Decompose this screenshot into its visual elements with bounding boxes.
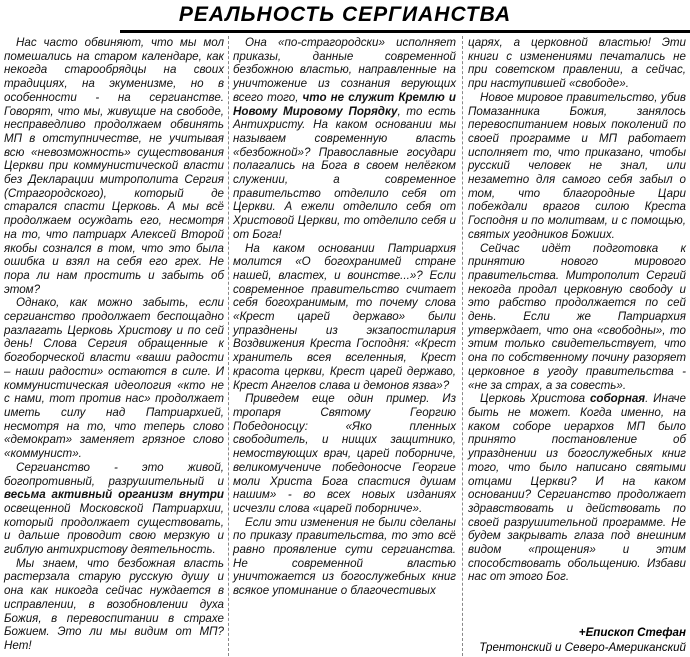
article-paragraph	[468, 36, 686, 91]
paragraph-text: Мы знаем, что безбожная власть растерзала старую русскую душу и она как никогда сейчас нуждается в исправлении, в возобновлении духа Божия, в перевоспитании в страхе Божием. Это ли мы видим от МП? Нет!	[4, 556, 224, 652]
article-paragraph	[468, 392, 686, 584]
paragraph-text: Однако, как можно забыть, если сергианство продолжает беспощадно разлагать Церковь Христову и по сей день! Слова Сергия обращенные к богоборческой власти «ваши радости – наши радости» остаются в силе. И коммунистическая идеология «кто не с нами, тот против нас» продолжает иметь силу над Патриархией, несмотря на то, что теперь слово «демократ» заменяет грязное слово «коммунист».	[4, 296, 224, 461]
column-divider	[462, 36, 463, 656]
paragraph-text: Сергианство - это живой, богопротивный, разрушительный и	[4, 460, 224, 488]
signature-name: +Епископ Стефан	[578, 626, 686, 639]
article-paragraph	[233, 242, 456, 393]
paragraph-text: , то есть Антихристу. На каком основании мы называем современную власть «безбожной»? Православные государи полагались на Бога в своем нелёгком служении, а современное правительство отделило себя от Церкви. А ежели отделило себя от Христовой Церкви, то отделило себя и от Бога!	[233, 104, 456, 241]
article-paragraph	[468, 91, 686, 242]
article-paragraph	[4, 296, 224, 460]
article-paragraph	[233, 392, 456, 515]
paragraph-text: . Иначе быть не может. Когда именно, на каком соборе иерархов МП было принято постановление об упразднении из богослужебных книг того, что было написано святыми отцами Церкви? И на каком основании? Сергианство продолжает здравствовать и действовать по своей разрушительной программе. Не будем закрывать глаза под внешним видом «прощения» и этим способствовать обольщению. Избави нас от этого Бог.	[468, 392, 686, 584]
emphasized-text: соборная	[589, 392, 646, 406]
emphasized-text: что не служит Кремлю и Новому Мировому Порядку	[233, 90, 456, 118]
paragraph-text: Сейчас идёт подготовка к принятию нового мирового правительства. Митрополит Сергий некогда продал церковную свободу и это рабство продолжается по сей день. Если же Патриархия утверждает, что она «свободны», то этим только свидетельствует, что она по собственному почину разоряет церковное в угоду правительства - «не за страх, а за совесть».	[468, 241, 686, 392]
article-paragraph	[233, 36, 456, 242]
article-title: РЕАЛЬНОСТЬ СЕРГИАНСТВА	[178, 3, 512, 26]
signature-title: Трентонский и Северо-Американский	[479, 641, 686, 654]
article-column-3	[468, 36, 686, 621]
article-paragraph	[233, 516, 456, 598]
article-column-2	[233, 36, 456, 621]
column-divider	[228, 36, 229, 656]
paragraph-text: царях, а церковной властью! Эти книги с изменениями печатались не при советском правлении, а сейчас, при наступившей «свободе».	[468, 36, 686, 91]
title-rule	[120, 30, 690, 33]
article-paragraph	[4, 461, 224, 557]
paragraph-text: Если эти изменения не были сделаны по приказу правительства, то это всё равно проявление сути сергианства. Не современной властью уничтожается из богослужебных книг всякое упоминание о благочестивых	[233, 515, 456, 598]
paragraph-text: Новое мировое правительство, убив Помазанника Божия, занялось перевоспитанием новых поколений по своей программе и МП работает исполняет то, что приказано, чтобы русский человек не знал, или незаметно для самого себя забыл о том, что благородные Цари побеждали врагов силою Креста Господня и по молитвам, и с помощью, святых угодников Божиих.	[468, 90, 686, 241]
paragraph-text: Приведем еще один пример. Из тропаря Святому Георгию Победоносцу: «Яко пленных свободитель, и нищих защитнико, немоствующих врач, царей поборниче, великомучениче победоносче Георгие моли Христа Бога спастися душам нашим» - во всех новых изданиях исчезли слова «царей поборниче».	[233, 392, 456, 515]
article-paragraph	[4, 557, 224, 653]
paragraph-text: освещенной Московской Патриархии, который продолжает существовать, и дальше проводит свою мерзкую и гиблую антихристову деятельность.	[4, 501, 224, 557]
emphasized-text: весьма активный организм внутри	[4, 488, 224, 502]
paragraph-text: Церковь Христова	[480, 392, 590, 406]
paragraph-text: Она «по-страгородски» исполняет приказы, данные современной безбожною властью, направленные на уничтожение из сознания верующих всего того,	[233, 36, 456, 104]
paragraph-text: Нас часто обвиняют, что мы мол помешались на старом календаре, как некогда старообрядцы на своих традициях, на экуменизме, но в особенности - на сергианстве. Говорят, что мы, живущие на свободе, несправедливо продолжаем обвинять МП в отступничестве, не учитывая всю «невозможность» существования Церкви при коммунистической власти без Декларации митрополита Сергия (Страгородского), который де старался спасти Церковь. А мы всё продолжаем осуждать его, несмотря на то, что патриарх Алексей Второй якобы сознался в том, что это была ошибка и взял на себя его грех. Не пора ли нам простить и забыть об этом?	[4, 36, 224, 296]
paragraph-text: На каком основании Патриархия молится «О богохранимей стране нашей, властех, и воинстве...»? Если современное правительство считает себя богохранимым, то почему слова «Крест царей державо» были упразднены из экзапостилария Воздвижения Креста Господня: «Крест хранитель всея вселенныя, Крест красота церкви, Крест царей державо, Крест Ангелов слава и демонов язва»?	[233, 241, 456, 392]
article-paragraph	[4, 36, 224, 296]
article-paragraph	[468, 242, 686, 393]
article-column-1	[4, 36, 224, 652]
